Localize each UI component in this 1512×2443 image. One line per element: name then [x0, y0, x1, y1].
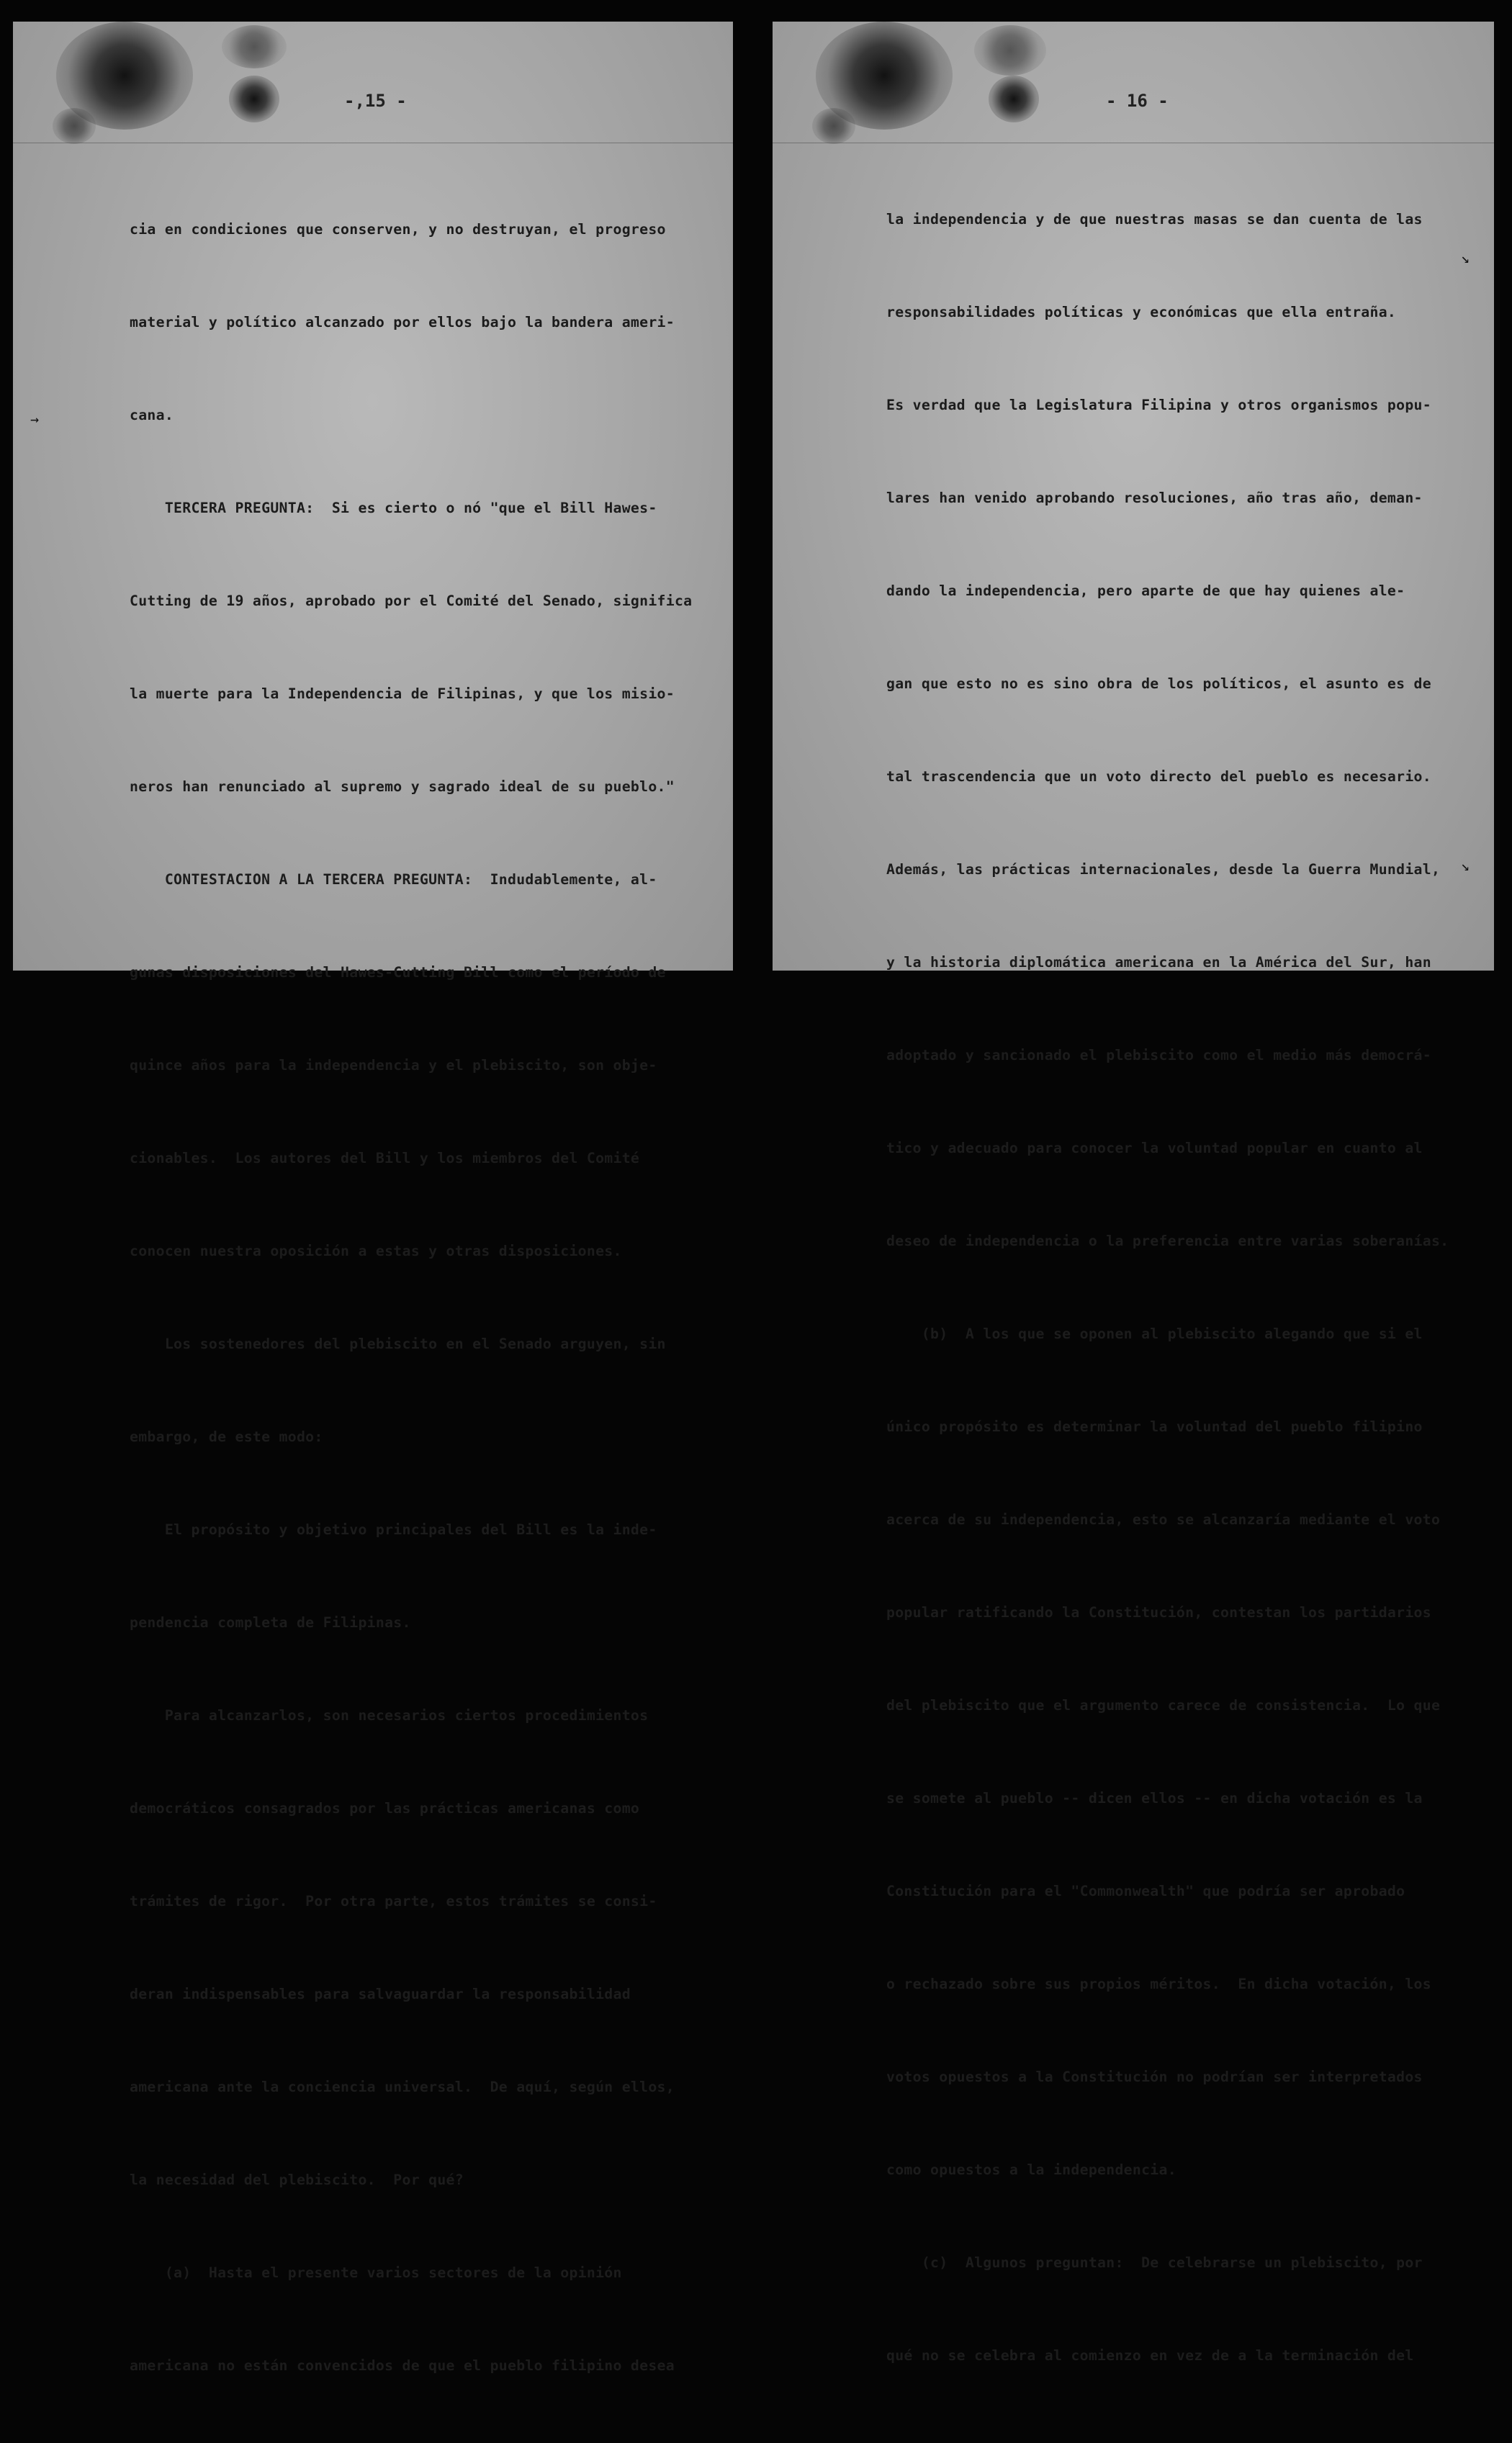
text-line: Constitución para el "Commonwealth" que podría ser aprobado [886, 1883, 1405, 1899]
text-line: americana ante la conciencia universal. De aquí, según ellos, [130, 2079, 675, 2095]
text-line: deran indispensables para salvaguardar la responsabilidad [130, 1986, 631, 2002]
text-line: CONTESTACION A LA TERCERA PREGUNTA: Indudablemente, al- [130, 871, 657, 888]
text-line: y la historia diplomática americana en la América del Sur, han [886, 954, 1431, 971]
text-line: popular ratificando la Constitución, contestan los partidarios [886, 1604, 1431, 1621]
margin-mark: → [30, 410, 40, 428]
text-line: pendencia completa de Filipinas. [130, 1614, 411, 1631]
text-line: democráticos consagrados por las prácticas americanas como [130, 1800, 640, 1817]
text-line: conocen nuestra oposición a estas y otras disposiciones. [130, 1243, 622, 1259]
ink-smudge [816, 22, 953, 130]
ink-smudge [989, 76, 1039, 122]
ink-smudge [53, 108, 96, 144]
left-page [13, 22, 733, 2374]
margin-mark: ↘ [1461, 857, 1470, 874]
right-page [773, 22, 1494, 2364]
text-line: tico y adecuado para conocer la voluntad popular en cuanto al [886, 1140, 1423, 1156]
text-line: se somete al pueblo -- dicen ellos -- en dicha votación es la [886, 1790, 1423, 1807]
text-line: neros han renunciado al supremo y sagrado ideal de su pueblo." [130, 778, 675, 795]
text-line: (c) Algunos preguntan: De celebrarse un plebiscito, por [886, 2254, 1423, 2271]
text-line: cia en condiciones que conserven, y no destruyan, el progreso [130, 221, 666, 238]
text-line: deseo de independencia o la preferencia entre varias soberanías. [886, 1233, 1449, 1249]
ink-smudge [222, 25, 287, 68]
text-line: gunas disposiciones del Hawes-Cutting Bill como el período de [130, 964, 666, 981]
text-line: tal trascendencia que un voto directo del pueblo es necesario. [886, 768, 1431, 785]
text-line: material y político alcanzado por ellos bajo la bandera ameri- [130, 314, 675, 330]
text-line: Es verdad que la Legislatura Filipina y otros organismos popu- [886, 397, 1431, 413]
text-line: El propósito y objetivo principales del Bill es la inde- [130, 1521, 657, 1538]
text-line: la independencia y de que nuestras masas se dan cuenta de las [886, 211, 1423, 228]
text-line: Los sostenedores del plebiscito en el Senado arguyen, sin [130, 1336, 666, 1352]
text-line: único propósito es determinar la voluntad del pueblo filipino [886, 1418, 1423, 1435]
text-line: responsabilidades políticas y económicas que ella entraña. [886, 304, 1397, 320]
text-line: gan que esto no es sino obra de los políticos, el asunto es de [886, 675, 1431, 692]
text-line: votos opuestos a la Constitución no podrían ser interpretados [886, 2069, 1423, 2085]
text-line: americana no están convencidos de que el pueblo filipino desea [130, 2357, 675, 2374]
text-line: embargo, de este modo: [130, 1429, 323, 1445]
page-number: - 16 - [1106, 91, 1169, 111]
text-line: como opuestos a la independencia. [886, 2161, 1176, 2178]
text-line: la muerte para la Independencia de Filipinas, y que los misio- [130, 685, 675, 702]
text-line: quince años para la independencia y el plebiscito, son obje- [130, 1057, 657, 1074]
text-line: cana. [130, 407, 174, 423]
text-line: Cutting de 19 años, aprobado por el Comité del Senado, significa [130, 593, 693, 609]
page-body [130, 152, 692, 2443]
ink-smudge [229, 76, 279, 122]
ink-smudge [56, 22, 193, 130]
text-line: acerca de su independencia, esto se alcanzaría mediante el voto [886, 1511, 1441, 1528]
text-line: dando la independencia, pero aparte de que hay quienes ale- [886, 582, 1405, 599]
text-line: TERCERA PREGUNTA: Si es cierto o nó "que el Bill Hawes- [130, 500, 657, 516]
text-line: qué no se celebra al comienzo en vez de a la terminación del [886, 2347, 1414, 2364]
text-line: (a) Hasta el presente varios sectores de la opinión [130, 2264, 622, 2281]
text-line: cionables. Los autores del Bill y los miembros del Comité [130, 1150, 640, 1166]
text-line: Para alcanzarlos, son necesarios ciertos procedimientos [130, 1707, 649, 1724]
text-line: lares han venido aprobando resoluciones, año tras año, deman- [886, 490, 1423, 506]
ink-smudge [812, 108, 855, 144]
text-line: adoptado y sancionado el plebiscito como el medio más democrá- [886, 1047, 1431, 1063]
text-line: (b) A los que se oponen al plebiscito alegando que si el [886, 1326, 1423, 1342]
page-body [886, 142, 1449, 2433]
text-line: Además, las prácticas internacionales, desde la Guerra Mundial, [886, 861, 1441, 878]
margin-mark: ↘ [1461, 249, 1470, 266]
text-line: trámites de rigor. Por otra parte, estos trámites se consi- [130, 1893, 657, 1909]
text-line: la necesidad del plebiscito. Por qué? [130, 2172, 464, 2188]
text-line: del plebiscito que el argumento carece de consistencia. Lo que [886, 1697, 1441, 1714]
text-line: o rechazado sobre sus propios méritos. En dicha votación, los [886, 1976, 1431, 1992]
ink-smudge [974, 25, 1046, 76]
page-number: -,15 - [344, 91, 407, 111]
